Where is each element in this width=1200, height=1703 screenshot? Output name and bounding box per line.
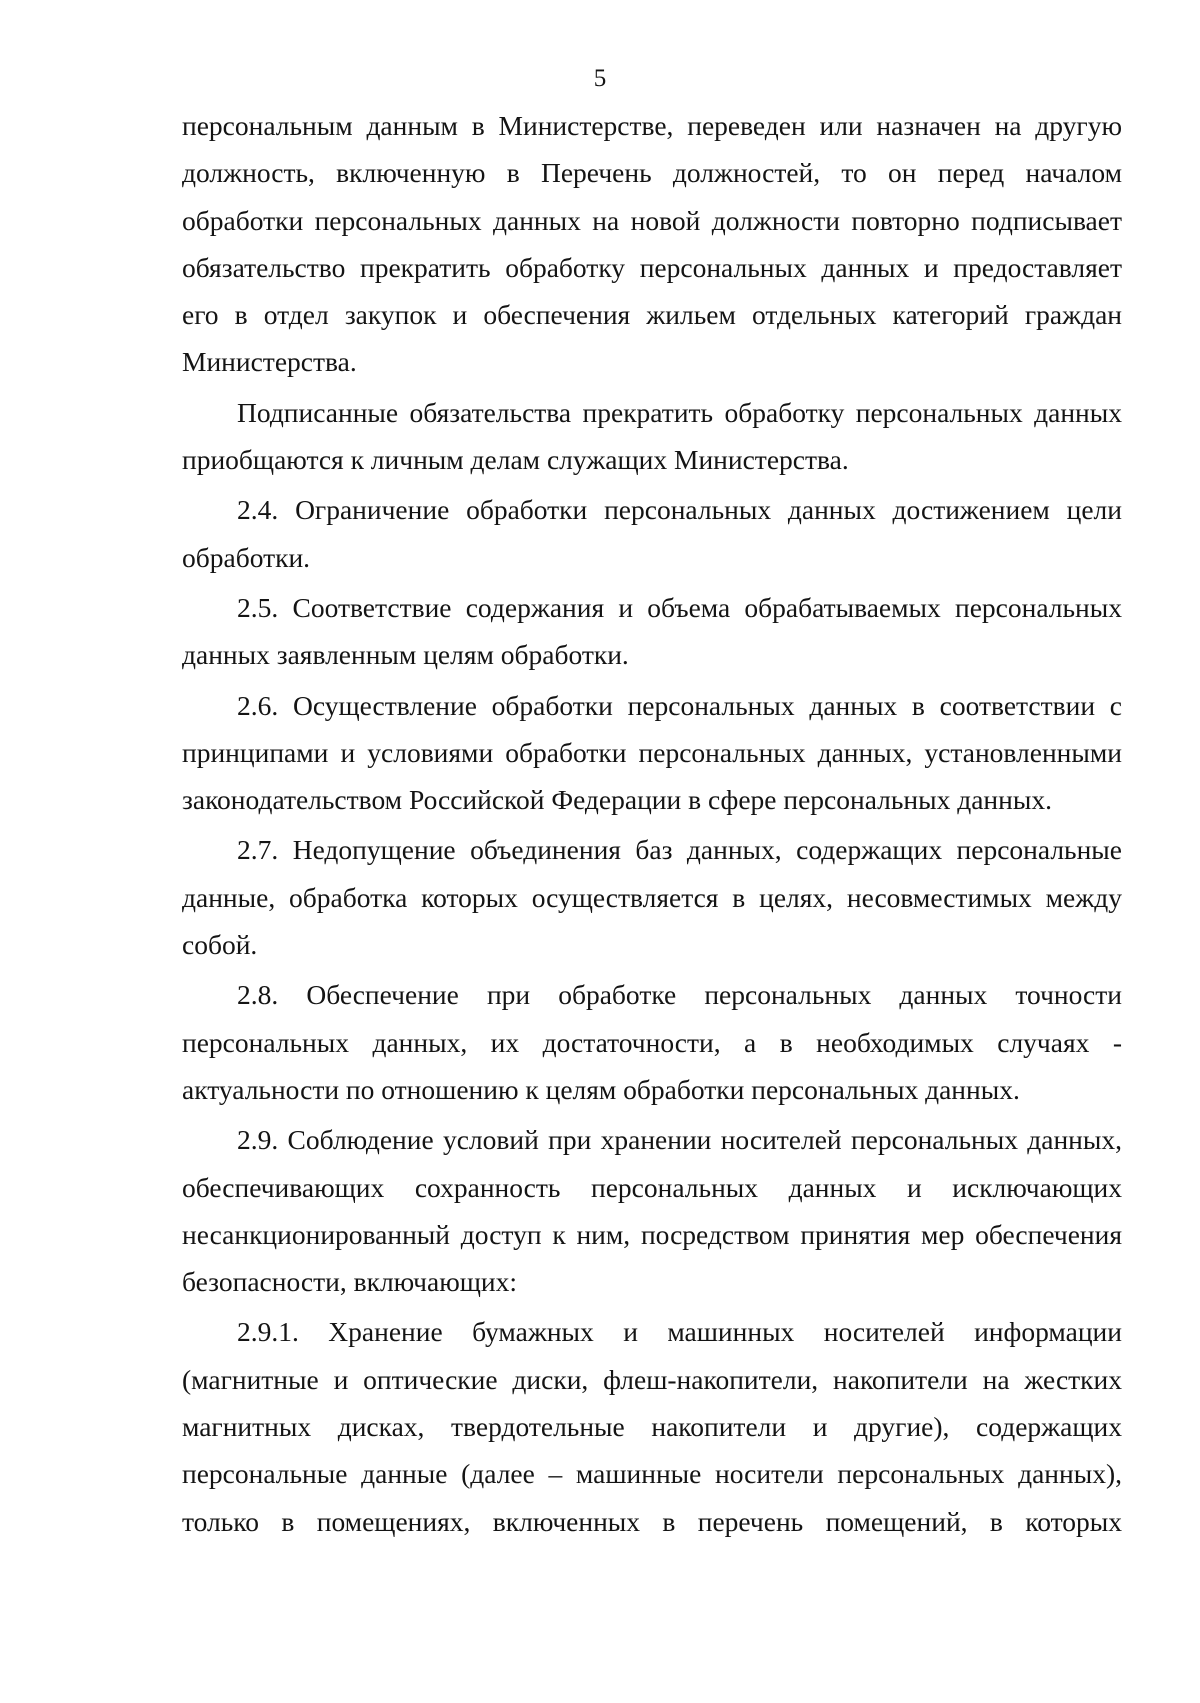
text-line: 2.4. Ограничение обработки персональных данных достижением цели	[237, 494, 1122, 526]
text-line: персональных данных, их достаточности, а в необходимых случаях -	[182, 1026, 1122, 1058]
text-line: (магнитные и оптические диски, флеш-накопители, накопители на жестких	[182, 1363, 1122, 1395]
text-line: 2.9. Соблюдение условий при хранении носителей персональных данных,	[237, 1124, 1122, 1156]
document-body	[182, 102, 1122, 1545]
text-line: несанкционированный доступ к ним, посредством принятия мер обеспечения	[182, 1218, 1122, 1250]
text-line: обработки персональных данных на новой должности повторно подписывает	[182, 204, 1122, 236]
paragraph-signed-obligations	[182, 389, 1122, 484]
text-line: собой.	[182, 929, 258, 961]
text-line: должность, включенную в Перечень должностей, то он перед началом	[182, 157, 1122, 189]
text-line: 2.9.1. Хранение бумажных и машинных носителей информации	[237, 1316, 1122, 1348]
text-line: Министерства.	[182, 346, 357, 378]
text-line: Подписанные обязательства прекратить обработку персональных данных	[237, 396, 1122, 428]
text-line: данные, обработка которых осуществляется в целях, несовместимых между	[182, 881, 1122, 913]
text-line: 2.5. Соответствие содержания и объема обрабатываемых персональных	[237, 591, 1122, 623]
text-line: обработки.	[182, 541, 311, 573]
clause-2-6	[182, 682, 1122, 824]
clause-2-4	[182, 486, 1122, 581]
text-line: принципами и условиями обработки персональных данных, установленными	[182, 736, 1122, 768]
paragraph-continuation	[182, 102, 1122, 386]
clause-2-8	[182, 971, 1122, 1113]
text-line: персональным данным в Министерстве, переведен или назначен на другую	[182, 110, 1122, 141]
text-line: актуальности по отношению к целям обработки персональных данных.	[182, 1073, 1020, 1105]
text-line: его в отдел закупок и обеспечения жильем отдельных категорий граждан	[182, 299, 1122, 331]
text-line: приобщаются к личным делам служащих Министерства.	[182, 444, 849, 476]
text-line: только в помещениях, включенных в перечень помещений, в которых	[182, 1505, 1122, 1537]
text-line: безопасности, включающих:	[182, 1266, 518, 1298]
clause-2-9	[182, 1116, 1122, 1305]
text-line: персональные данные (далее – машинные носители персональных данных),	[182, 1458, 1122, 1490]
text-line: обязательство прекратить обработку персональных данных и предоставляет	[182, 251, 1122, 283]
text-line: данных заявленным целям обработки.	[182, 639, 629, 671]
text-line: законодательством Российской Федерации в сфере персональных данных.	[182, 784, 1052, 816]
clause-2-5	[182, 584, 1122, 679]
clause-2-7	[182, 826, 1122, 968]
text-line: 2.6. Осуществление обработки персональных данных в соответствии с	[237, 689, 1122, 721]
page-number: 5	[593, 65, 607, 92]
text-line: магнитных дисках, твердотельные накопители и другие), содержащих	[182, 1411, 1122, 1443]
clause-2-9-1	[182, 1308, 1122, 1544]
text-line: 2.7. Недопущение объединения баз данных, содержащих персональные	[237, 834, 1122, 866]
text-line: 2.8. Обеспечение при обработке персональных данных точности	[237, 979, 1122, 1011]
text-line: обеспечивающих сохранность персональных данных и исключающих	[182, 1171, 1122, 1203]
